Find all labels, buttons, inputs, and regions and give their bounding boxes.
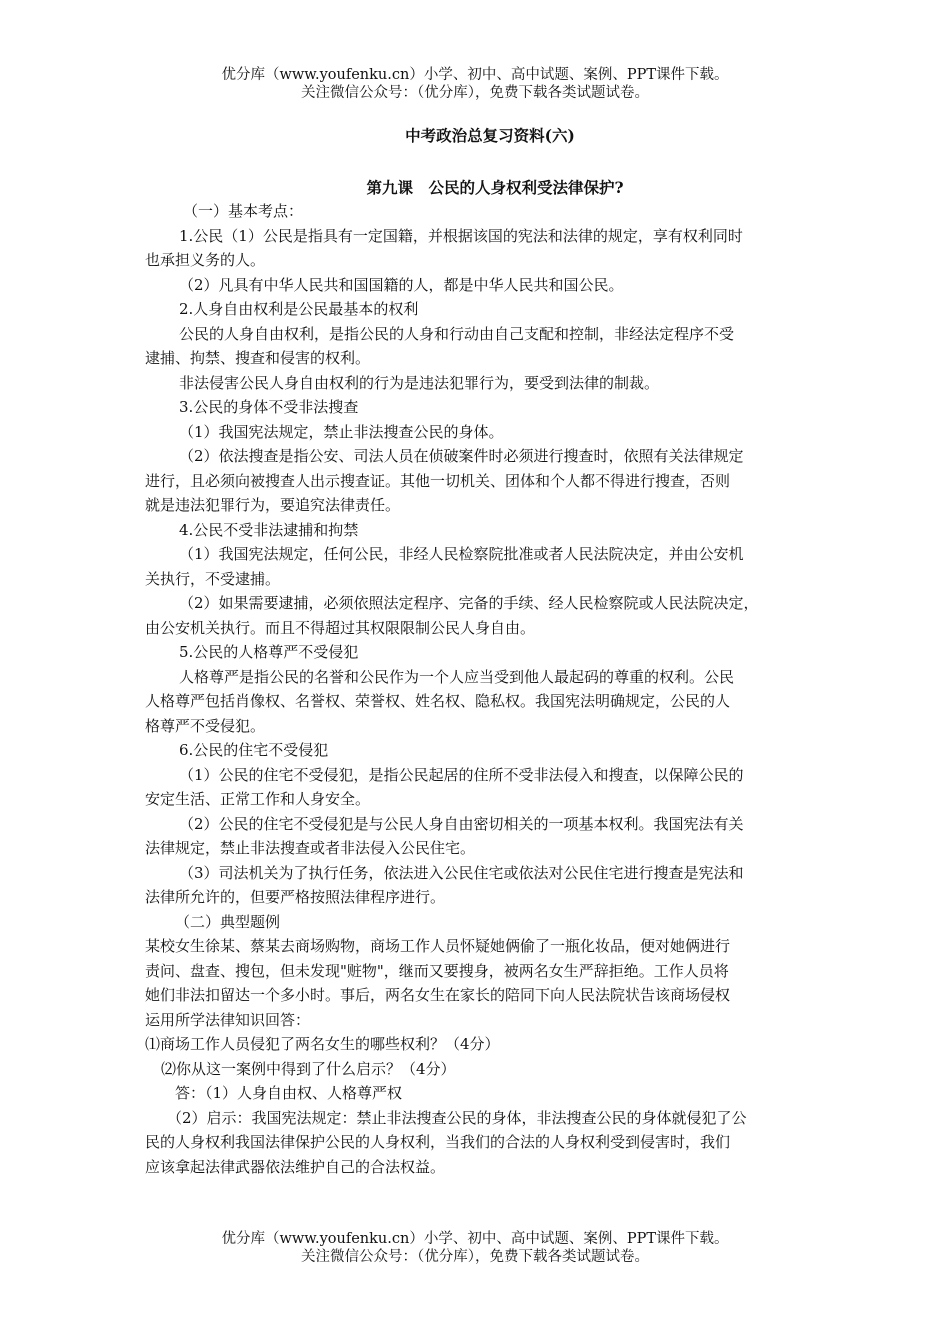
paragraph-line: 人格尊严包括肖像权、名誉权、荣誉权、姓名权、隐私权。我国宪法明确规定，公民的人 xyxy=(145,692,731,710)
paragraph-line: 关执行，不受逮捕。 xyxy=(145,569,281,588)
paragraph-line: 安定生活、正常工作和人身安全。 xyxy=(145,790,371,808)
section-heading-basic-points: （一）基本考点： xyxy=(183,202,304,220)
case-line: 某校女生徐某、蔡某去商场购物，商场工作人员怀疑她俩偷了一瓶化妆品，便对她俩进行 xyxy=(145,937,731,955)
paragraph-line: 法律规定，禁止非法搜查或者非法侵入公民住宅。 xyxy=(145,839,476,857)
paragraph-line: （2）公民的住宅不受侵犯是与公民人身自由密切相关的一项基本权利。我国宪法有关 xyxy=(179,814,744,833)
section-heading-examples: （二）典型题例 xyxy=(175,912,281,931)
question-1: ⑴商场工作人员侵犯了两名女生的哪些权利？（4分） xyxy=(145,1035,500,1053)
paragraph-line: 由公安机关执行。而且不得超过其权限限制公民人身自由。 xyxy=(145,618,536,637)
answer-line: 应该拿起法律武器依法维护自己的合法权益。 xyxy=(145,1157,446,1176)
paragraph-line: 1.公民（1）公民是指具有一定国籍，并根据该国的宪法和法律的规定，享有权利同时 xyxy=(179,226,743,245)
paragraph-line: 非法侵害公民人身自由权利的行为是违法犯罪行为，要受到法律的制裁。 xyxy=(179,373,660,392)
paragraph-line: （1）我国宪法规定，禁止非法搜查公民的身体。 xyxy=(179,422,504,441)
answer-line: 民的人身权利我国法律保护公民的人身权利，当我们的合法的人身权利受到侵害时，我们 xyxy=(145,1133,731,1151)
point-heading: 6.公民的住宅不受侵犯 xyxy=(179,741,329,759)
footer-line-2: 关注微信公众号：（优分库），免费下载各类试题试卷。 xyxy=(301,1249,649,1265)
paragraph-line: （3）司法机关为了执行任务，依法进入公民住宅或依法对公民住宅进行搜查是宪法和 xyxy=(179,863,744,882)
answer-2: （2）启示：我国宪法规定：禁止非法搜查公民的身体，非法搜查公民的身体就侵犯了公 xyxy=(167,1108,747,1127)
lesson-title: 第九课 公民的人身权利受法律保护? xyxy=(366,178,624,197)
header-line-1: 优分库（www.youfenku.cn）小学、初中、高中试题、案例、PPT课件下载。 xyxy=(221,67,729,83)
paragraph-line: （1）公民的住宅不受侵犯，是指公民起居的住所不受非法侵入和搜查，以保障公民的 xyxy=(179,765,744,784)
case-line: 责问、盘查、搜包，但未发现"赃物"，继而又要搜身，被两名女生严辞拒绝。工作人员将 xyxy=(145,961,729,980)
point-heading: 4.公民不受非法逮捕和拘禁 xyxy=(179,520,359,539)
page-header xyxy=(0,66,950,102)
document-body xyxy=(145,199,815,1179)
paragraph-line: （2）如果需要逮捕，必须依照法定程序、完备的手续、经人民检察院或人民法院决定， xyxy=(179,594,759,612)
case-line: 她们非法扣留达一个多小时。事后，两名女生在家长的陪同下向人民法院状告该商场侵权 xyxy=(145,986,731,1004)
point-heading: 2.人身自由权利是公民最基本的权利 xyxy=(179,300,419,318)
paragraph-line: 人格尊严是指公民的名誉和公民作为一个人应当受到他人最起码的尊重的权利。公民 xyxy=(179,667,735,686)
paragraph-line: 公民的人身自由权利，是指公民的人身和行动由自己支配和控制，非经法定程序不受 xyxy=(179,324,735,343)
paragraph-line: （2）依法搜查是指公安、司法人员在侦破案件时必须进行搜查时，依照有关法律规定 xyxy=(179,447,744,465)
paragraph-line: 法律所允许的，但要严格按照法律程序进行。 xyxy=(145,888,446,906)
paragraph-line: （2）凡具有中华人民共和国国籍的人，都是中华人民共和国公民。 xyxy=(179,275,624,294)
paragraph-line: 就是违法犯罪行为，要追究法律责任。 xyxy=(145,496,401,514)
paragraph-line: 进行，且必须向被搜查人出示搜查证。其他一切机关、团体和个人都不得进行搜查，否则 xyxy=(145,471,731,490)
point-heading: 3.公民的身体不受非法搜查 xyxy=(179,398,359,416)
paragraph-line: 格尊严不受侵犯。 xyxy=(145,716,266,735)
page-footer xyxy=(0,1230,950,1266)
question-2: ⑵你从这一案例中得到了什么启示？（4分） xyxy=(161,1059,456,1078)
document-title: 中考政治总复习资料(六) xyxy=(405,126,575,145)
header-line-2: 关注微信公众号：（优分库），免费下载各类试题试卷。 xyxy=(301,85,649,101)
case-line: 运用所学法律知识回答： xyxy=(145,1010,311,1029)
footer-line-1: 优分库（www.youfenku.cn）小学、初中、高中试题、案例、PPT课件下载。 xyxy=(221,1231,729,1247)
paragraph-line: 逮捕、拘禁、搜查和侵害的权利。 xyxy=(145,349,371,367)
answer-1: 答：（1）人身自由权、人格尊严权 xyxy=(175,1084,403,1102)
paragraph-line: 也承担义务的人。 xyxy=(145,251,266,269)
point-heading: 5.公民的人格尊严不受侵犯 xyxy=(179,643,359,661)
paragraph-line: （1）我国宪法规定，任何公民，非经人民检察院批准或者人民法院决定，并由公安机 xyxy=(179,545,744,563)
